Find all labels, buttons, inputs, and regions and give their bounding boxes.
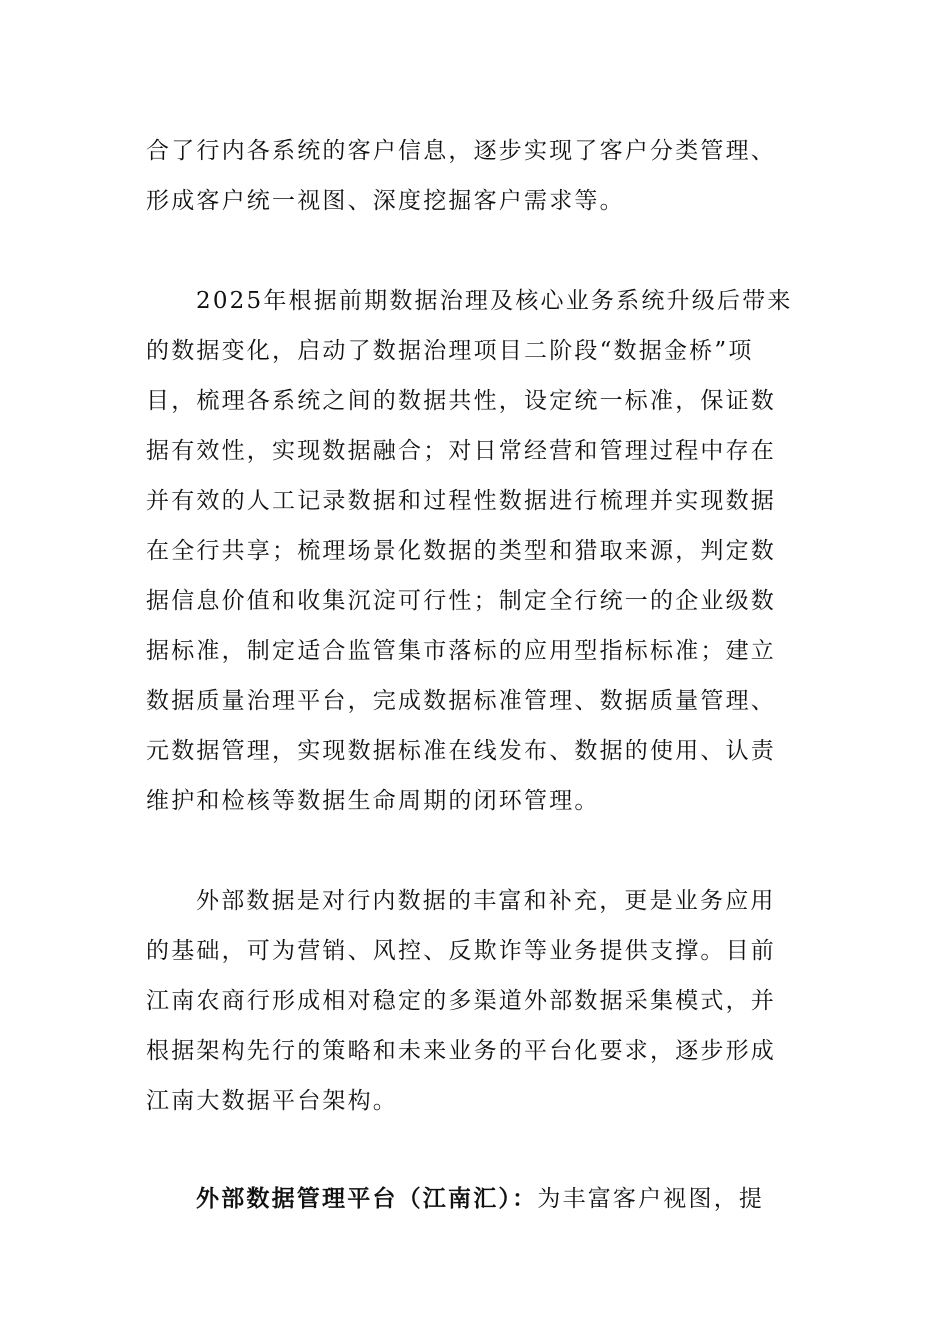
text-line: 目，梳理各系统之间的数据共性，设定统一标准，保证数: [146, 388, 776, 414]
text-line: 的数据变化，启动了数据治理项目二阶段“数据金桥”项: [146, 338, 754, 364]
paragraph-external-data-platform: [146, 1174, 806, 1224]
text-line: 据标准，制定适合监管集市落标的应用型指标标准；建立: [146, 638, 776, 664]
paragraph-customer-info: [146, 126, 806, 226]
text-line: 外部数据是对行内数据的丰富和补充，更是业务应用: [196, 888, 776, 914]
text-line: 并有效的人工记录数据和过程性数据进行梳理并实现数据: [146, 488, 776, 514]
text-line: 江南农商行形成相对稳定的多渠道外部数据采集模式，并: [146, 988, 776, 1014]
text-line: 数据质量治理平台，完成数据标准管理、数据质量管理、: [146, 688, 776, 714]
text-line: 形成客户统一视图、深度挖掘客户需求等。: [146, 188, 625, 214]
platform-heading: 外部数据管理平台（江南汇）：: [196, 1185, 538, 1212]
text-line: 在全行共享；梳理场景化数据的类型和猎取来源，判定数: [146, 538, 776, 564]
text-line: 据有效性，实现数据融合；对日常经营和管理过程中存在: [146, 438, 776, 464]
text-line: 合了行内各系统的客户信息，逐步实现了客户分类管理、: [146, 138, 776, 164]
text-line: [146, 1174, 806, 1224]
platform-description: 为丰富客户视图，提: [537, 1186, 765, 1212]
text-line: 江南大数据平台架构。: [146, 1088, 398, 1114]
text-line: 根据架构先行的策略和未来业务的平台化要求，逐步形成: [146, 1038, 776, 1064]
paragraph-data-governance-2025: [146, 276, 806, 826]
text-line: 元数据管理，实现数据标准在线发布、数据的使用、认责: [146, 738, 776, 764]
text-line: 的基础，可为营销、风控、反欺诈等业务提供支撑。目前: [146, 938, 776, 964]
text-line: 据信息价值和收集沉淀可行性；制定全行统一的企业级数: [146, 588, 776, 614]
text-line: 2025年根据前期数据治理及核心业务系统升级后带来: [196, 288, 793, 314]
paragraph-external-data: [146, 876, 806, 1126]
text-line: 维护和检核等数据生命周期的闭环管理。: [146, 788, 600, 814]
